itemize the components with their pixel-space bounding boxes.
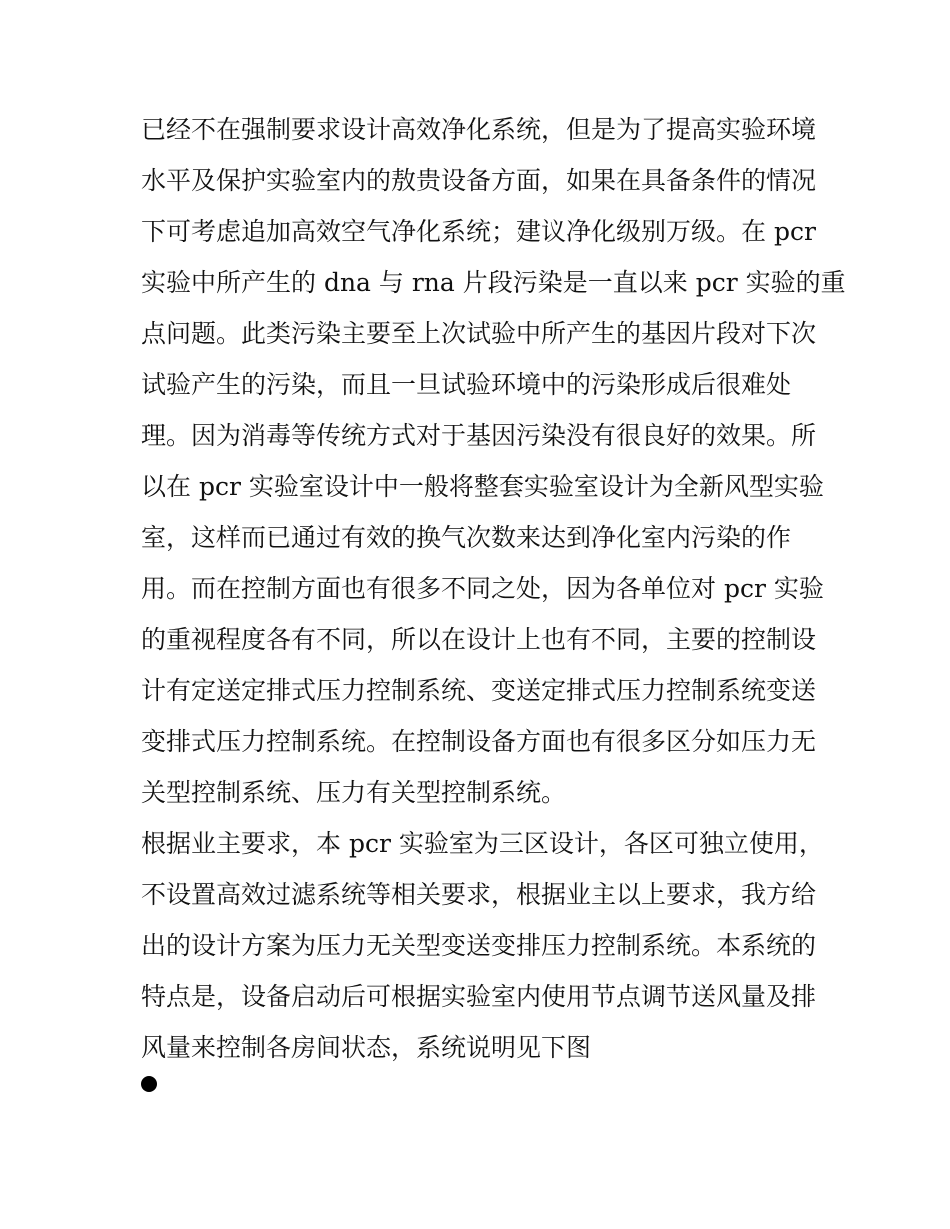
- paragraph-line: 出的设计方案为压力无关型变送变排压力控制系统。本系统的: [141, 931, 817, 960]
- paragraph-line: 不设置高效过滤系统等相关要求，根据业主以上要求，我方给: [141, 880, 817, 909]
- paragraph-line: 变排式压力控制系统。在控制设备方面也有很多区分如压力无: [141, 727, 817, 756]
- paragraph-line: 实验中所产生的 dna 与 rna 片段污染是一直以来 pcr 实验的重: [141, 268, 846, 297]
- paragraph-line: 计有定送定排式压力控制系统、变送定排式压力控制系统变送: [141, 676, 817, 705]
- paragraph-line: 点问题。此类污染主要至上次试验中所产生的基因片段对下次: [141, 319, 817, 348]
- paragraph-line: 特点是，设备启动后可根据实验室内使用节点调节送风量及排: [141, 982, 817, 1011]
- paragraph-line: 室，这样而已通过有效的换气次数来达到净化室内污染的作: [141, 523, 792, 552]
- paragraph-2: [141, 818, 824, 1073]
- paragraph-line: 下可考虑追加高效空气净化系统；建议净化级别万级。在 pcr: [141, 217, 816, 246]
- paragraph-line: 已经不在强制要求设计高效净化系统，但是为了提高实验环境: [141, 115, 817, 144]
- paragraph-line: 水平及保护实验室内的敖贵设备方面，如果在具备条件的情况: [141, 166, 817, 195]
- paragraph-line: 关型控制系统、压力有关型控制系统。: [141, 778, 567, 807]
- paragraph-line: 根据业主要求，本 pcr 实验室为三区设计，各区可独立使用，: [141, 829, 824, 858]
- bullet-dot-icon: [141, 1076, 157, 1092]
- paragraph-1: [141, 104, 846, 818]
- paragraph-line: 用。而在控制方面也有很多不同之处，因为各单位对 pcr 实验: [141, 574, 824, 603]
- paragraph-line: 以在 pcr 实验室设计中一般将整套实验室设计为全新风型实验: [141, 472, 824, 501]
- body-text: [141, 104, 846, 1073]
- paragraph-line: 的重视程度各有不同，所以在设计上也有不同，主要的控制设: [141, 625, 817, 654]
- paragraph-line: 试验产生的污染，而且一旦试验环境中的污染形成后很难处: [141, 370, 792, 399]
- paragraph-line: 风量来控制各房间状态，系统说明见下图: [141, 1033, 592, 1062]
- paragraph-line: 理。因为消毒等传统方式对于基因污染没有很良好的效果。所: [141, 421, 817, 450]
